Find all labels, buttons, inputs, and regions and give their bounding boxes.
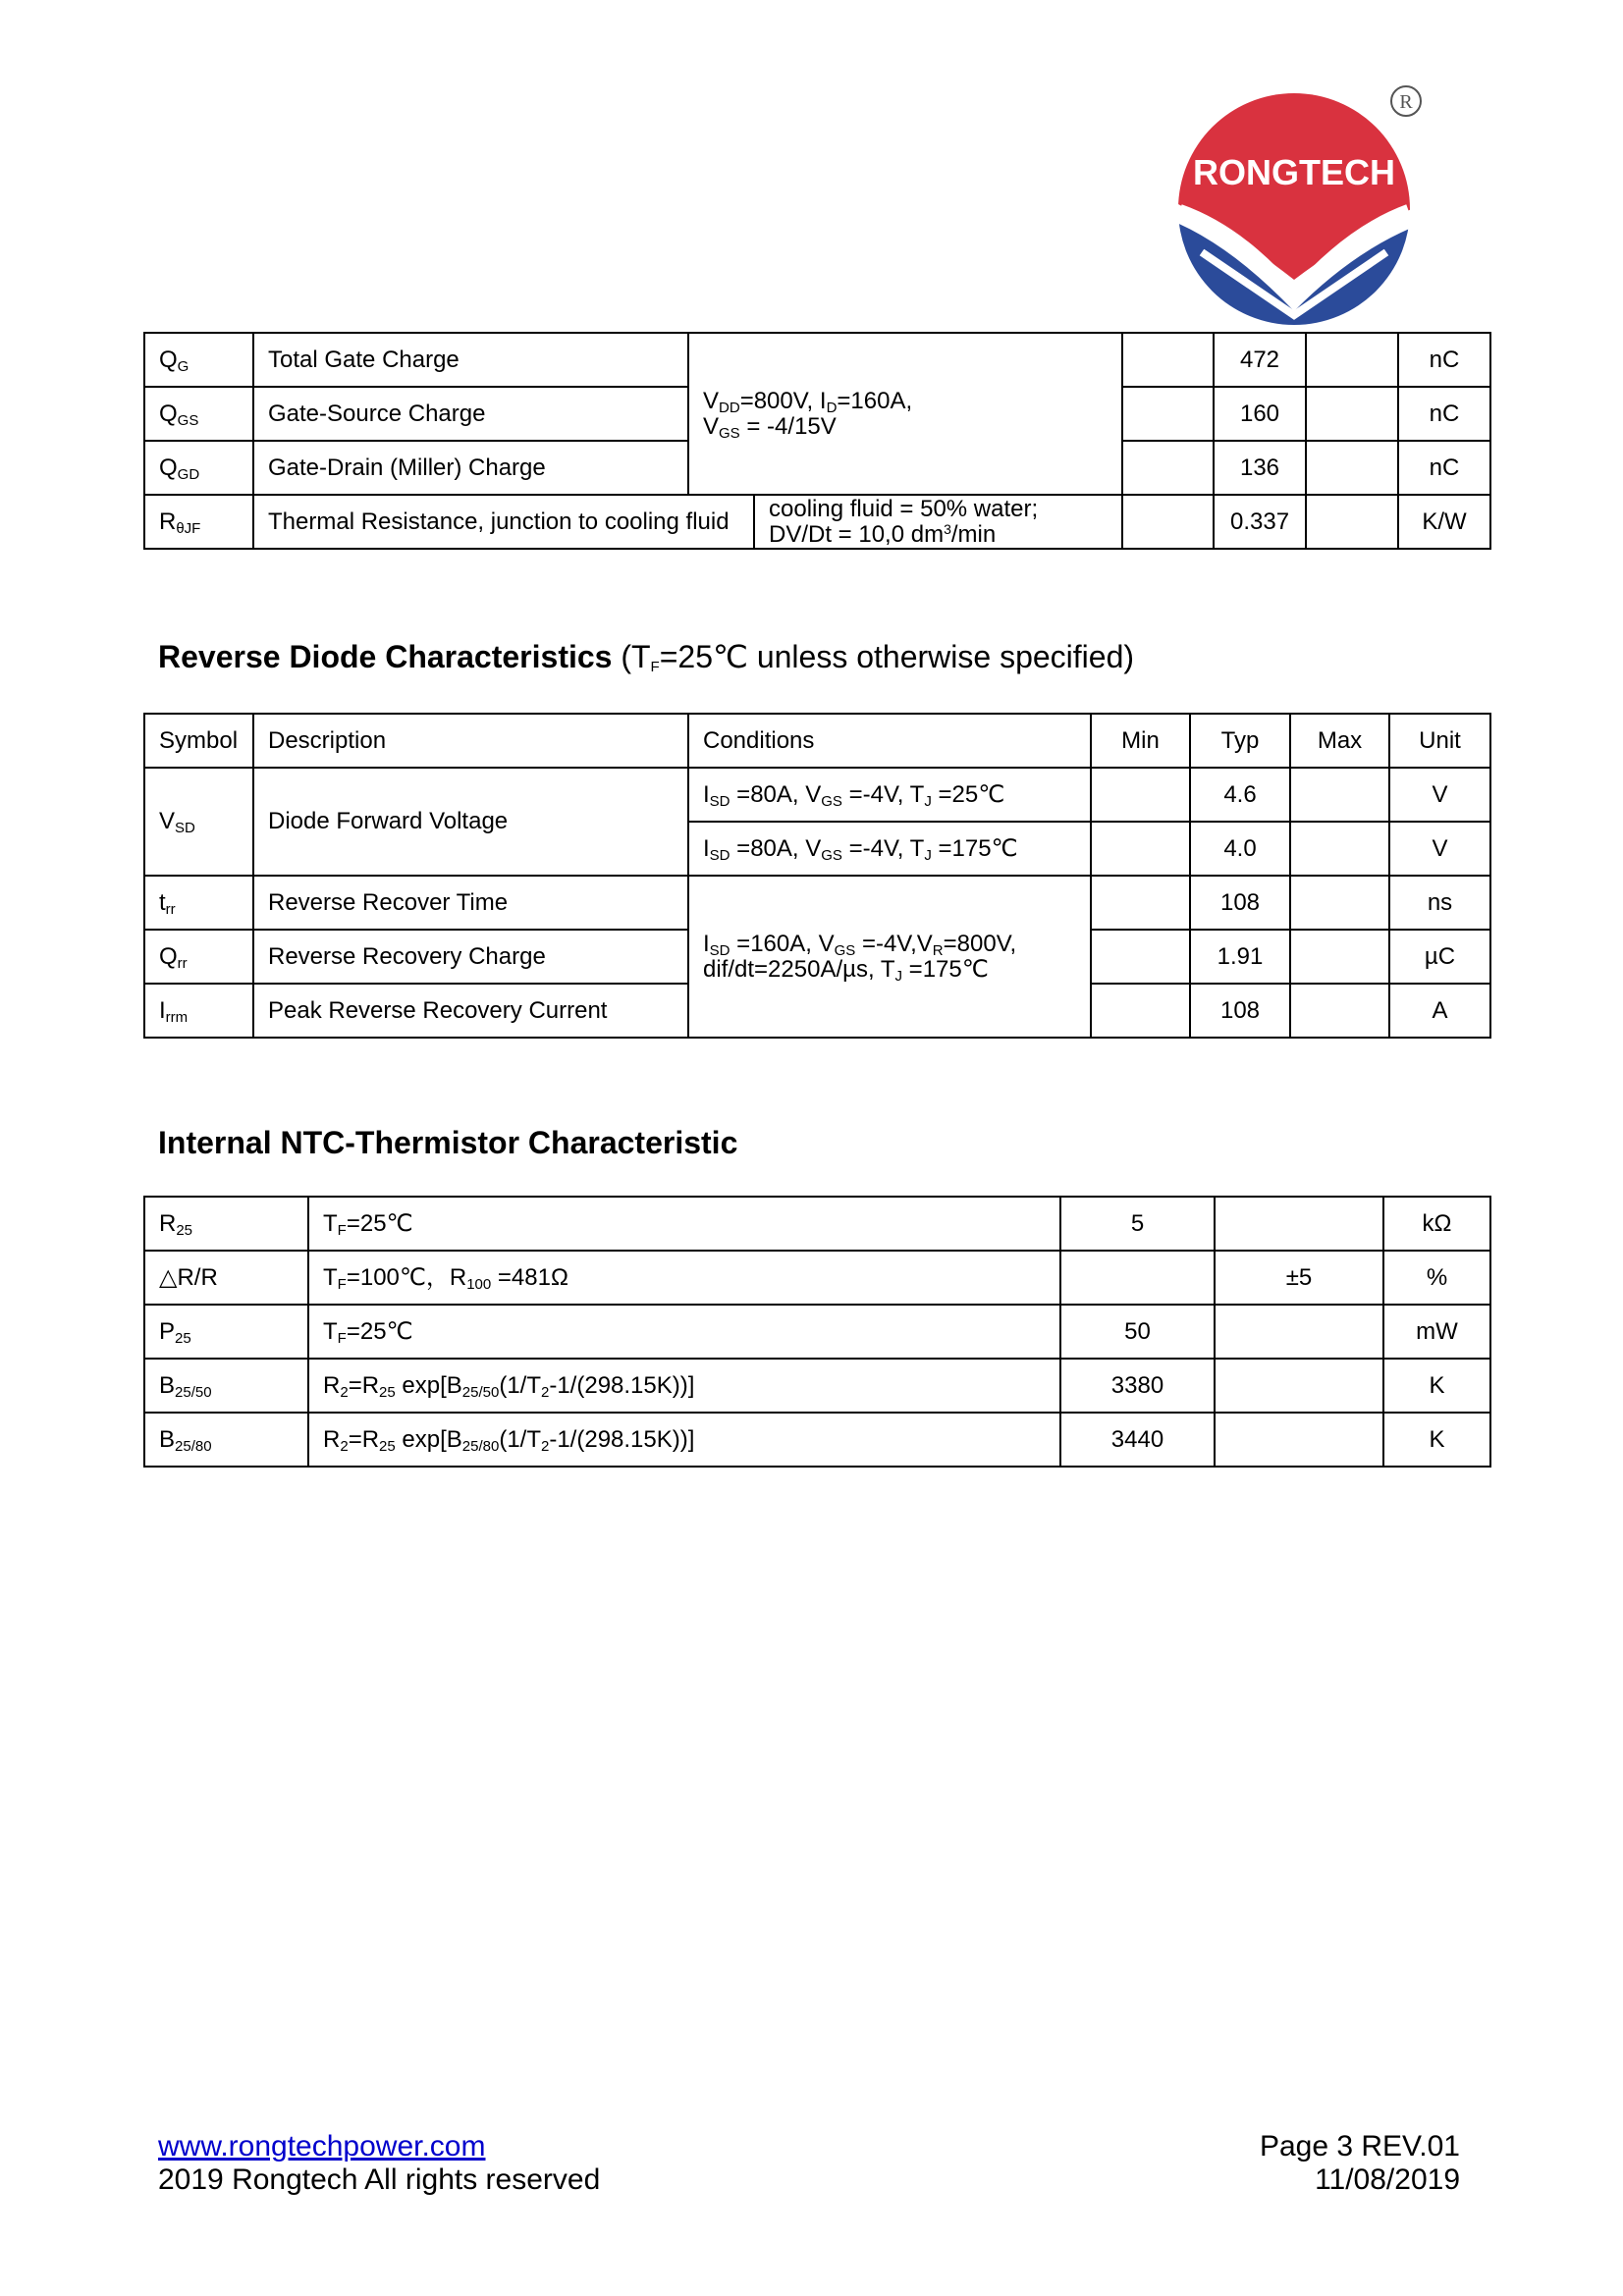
- recovery-conditions: $I_{SD} =160A$, $V_{GS} =-4V,V_R=800V$, dif/dt=2250A/µs, $T_J$ =175℃: [688, 876, 1091, 1038]
- table-row: $t_{rr}$ Reverse Recover Time $I_{SD} =160A$, $V_{GS} =-4V,V_R=800V$, dif/dt=2250A/µs, $T_J$ =175℃ 108 ns: [144, 876, 1490, 930]
- table-row: $R_{25}$ $T_F=25℃$ 5 kΩ: [144, 1197, 1490, 1251]
- reverse-diode-table: [143, 713, 1491, 1039]
- table-header-row: Symbol Description Conditions Min Typ Max Unit: [144, 714, 1490, 768]
- table-row: $I_{rrm}$ Peak Reverse Recovery Current 108 A: [144, 984, 1490, 1038]
- registered-mark: R: [1399, 91, 1413, 113]
- gate-charge-table: [143, 332, 1491, 550]
- table-row: $Q_{GD}$ Gate-Drain (Miller) Charge 136 nC: [144, 441, 1490, 495]
- revision-date: 11/08/2019: [1315, 2163, 1460, 2196]
- diode-section-title: Reverse Diode Characteristics ($T_F=25℃$ unless otherwise specified): [158, 639, 1135, 675]
- copyright-text: 2019 Rongtech All rights reserved: [158, 2163, 601, 2196]
- footer-left: [158, 2130, 600, 2197]
- table-row: $V_{SD}$ Diode Forward Voltage $I_{SD} =80A$, $V_{GS} =-4V$, $T_J$ =25℃ 4.6 V: [144, 768, 1490, 822]
- table-row: $I_{SD} =80A$, $V_{GS} =-4V$, $T_J$ =175℃ 4.0 V: [144, 822, 1490, 876]
- website-link[interactable]: www.rongtechpower.com: [158, 2130, 486, 2163]
- table-row: △R/R $T_F=100℃$，$R_{100} =481\Omega$ ±5 %: [144, 1251, 1490, 1305]
- table-row: $Q_G$ Total Gate Charge $V_{DD}=800V$, $I_D=160A$, $V_{GS} = -4/15V$ 472 nC: [144, 333, 1490, 387]
- rongtech-logo: [1172, 83, 1430, 329]
- table-row: $Q_{rr}$ Reverse Recovery Charge 1.91 µC: [144, 930, 1490, 984]
- ntc-section-title: Internal NTC-Thermistor Characteristic: [158, 1125, 738, 1160]
- gate-charge-conditions: $V_{DD}=800V$, $I_D=160A$, $V_{GS} = -4/15V$: [688, 333, 1122, 495]
- table-row: $R_{\theta JF}$ Thermal Resistance, junction to cooling fluid cooling fluid = 50% water; DV/Dt = 10,0 $dm^3/\min$ 0.337 K/W: [144, 495, 1490, 549]
- table-row: $B_{25/80}$ $R_2=R_{25}$ $\exp[B_{25/80}(1/T_2-1/(298.15K))]$ 3440 K: [144, 1413, 1490, 1467]
- thermal-conditions: cooling fluid = 50% water; DV/Dt = 10,0 $dm^3/\min$: [754, 495, 1122, 549]
- page-number: Page 3 REV.01: [1259, 2130, 1460, 2163]
- table-row: $B_{25/50}$ $R_2=R_{25}$ $\exp[B_{25/50}(1/T_2-1/(298.15K))]$ 3380 K: [144, 1359, 1490, 1413]
- table-row: $Q_{GS}$ Gate-Source Charge 160 nC: [144, 387, 1490, 441]
- logo-wordmark: RONGTECH: [1193, 152, 1395, 192]
- ntc-thermistor-table: [143, 1196, 1491, 1468]
- footer-right: [1260, 2130, 1460, 2197]
- table-row: $P_{25}$ $T_F=25℃$ 50 mW: [144, 1305, 1490, 1359]
